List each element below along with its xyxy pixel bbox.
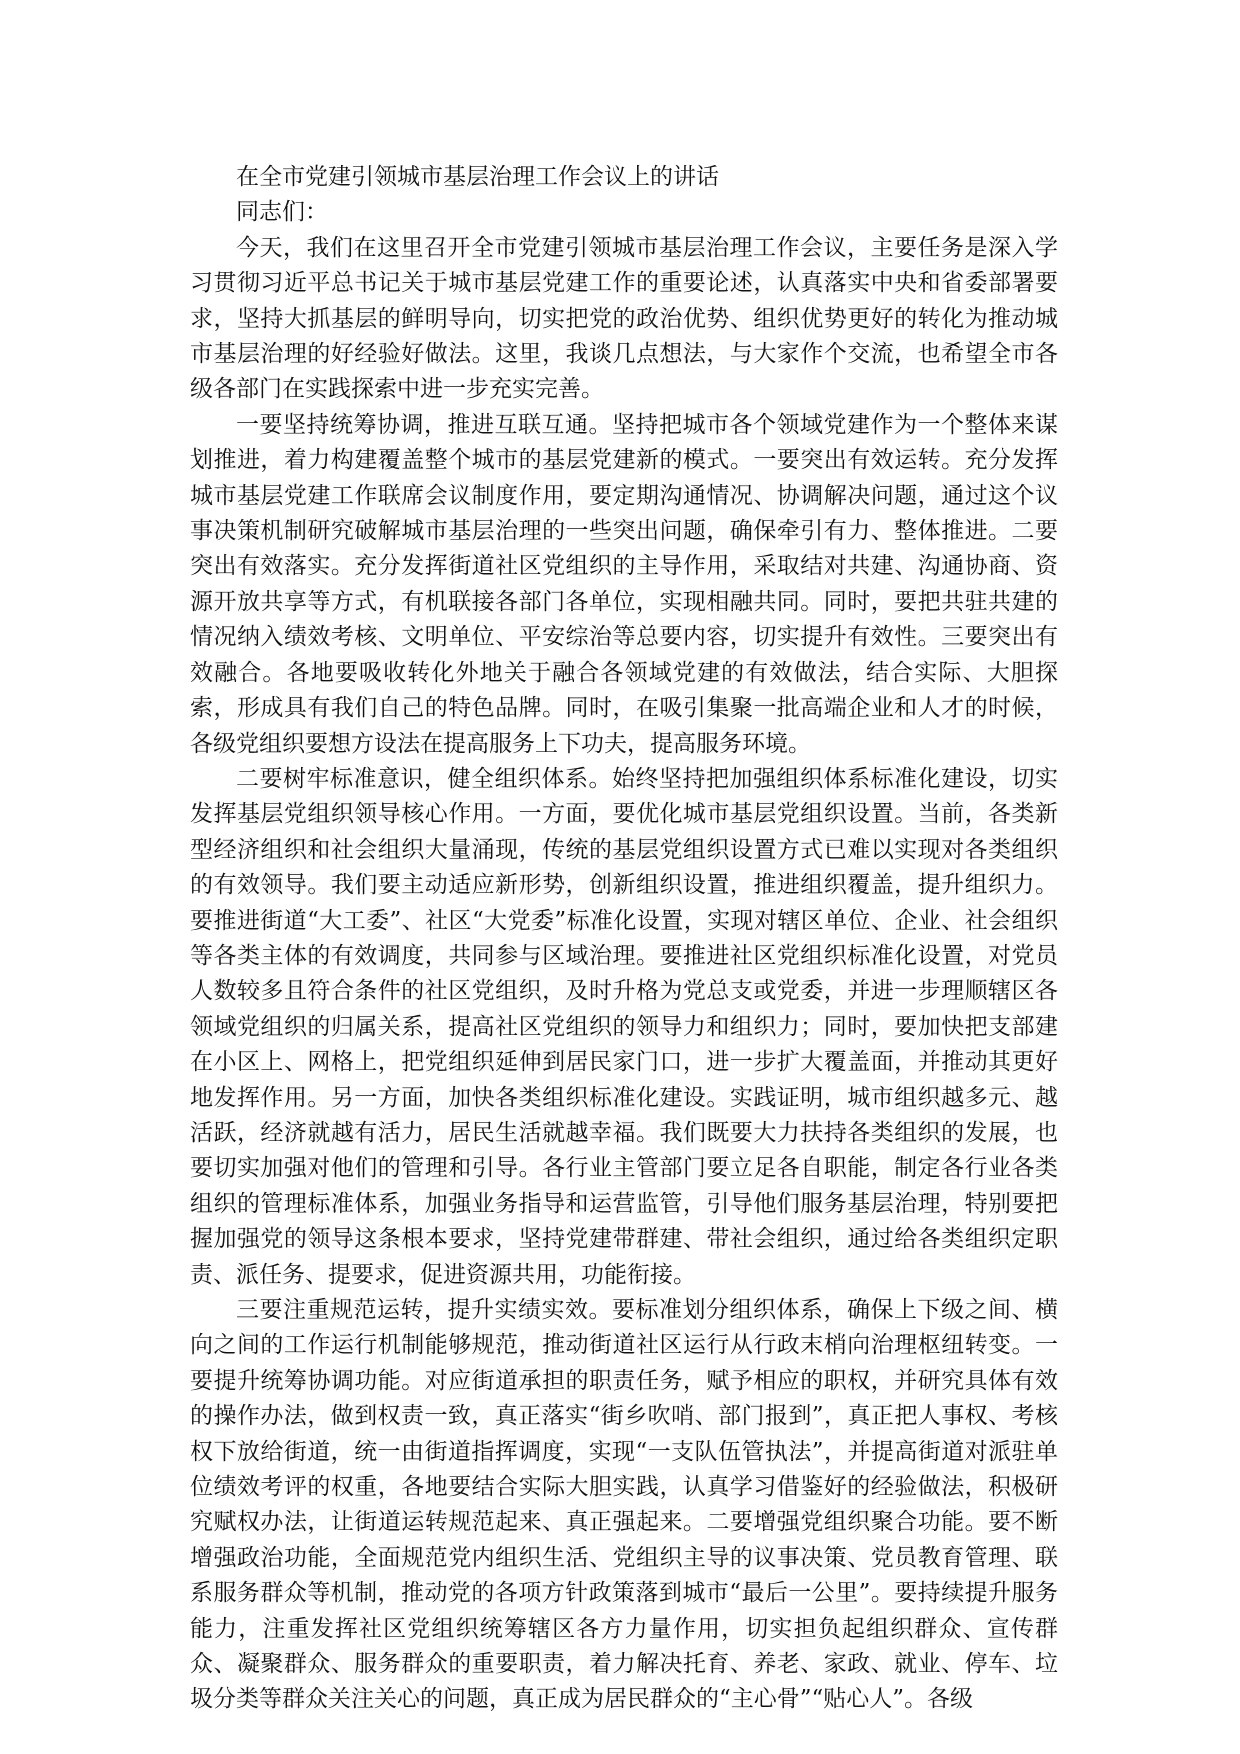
- document-title: 在全市党建引领城市基层治理工作会议上的讲话: [236, 164, 719, 190]
- paragraph-section-3: 三要注重规范运转，提升实绩实效。要标准划分组织体系，确保上下级之间、横向之间的工作运行机制能够规范，推动街道社区运行从行政末梢向治理枢纽转变。一要提升统筹协调功能。对应街道承担的职责任务，赋予相应的职权，并研究具体有效的操作办法，做到权责一致，真正落实“街乡吹哨、部门报到”，真正把人事权、考核权下放给街道，统一由街道指挥调度，实现“一支队伍管执法”，并提高街道对派驻单位绩效考评的权重，各地要结合实际大胆实践，认真学习借鉴好的经验做法，积极研究赋权办法，让街道运转规范起来、真正强起来。二要增强党组织聚合功能。要不断增强政治功能，全面规范党内组织生活、党组织主导的议事决策、党员教育管理、联系服务群众等机制，推动党的各项方针政策落到城市“最后一公里”。要持续提升服务能力，注重发挥社区党组织统筹辖区各方力量作用，切实担负起组织群众、宣传群众、凝聚群众、服务群众的重要职责，着力解决托育、养老、家政、就业、停车、垃圾分类等群众关注关心的问题，真正成为居民群众的“主心骨”“贴心人”。各级: [190, 1297, 1058, 1713]
- document-page: [190, 160, 1058, 1718]
- paragraph-intro: 今天，我们在这里召开全市党建引领城市基层治理工作会议，主要任务是深入学习贯彻习近平总书记关于城市基层党建工作的重要论述，认真落实中央和省委部署要求，坚持大抓基层的鲜明导向，切实把党的政治优势、组织优势更好的转化为推动城市基层治理的好经验好做法。这里，我谈几点想法，与大家作个交流，也希望全市各级各部门在实践探索中进一步充实完善。: [190, 234, 1058, 403]
- salutation: 同志们：: [236, 199, 328, 226]
- paragraph-section-1: 一要坚持统筹协调，推进互联互通。坚持把城市各个领域党建作为一个整体来谋划推进，着力构建覆盖整个城市的基层党建新的模式。一要突出有效运转。充分发挥城市基层党建工作联席会议制度作用，要定期沟通情况、协调解决问题，通过这个议事决策机制研究破解城市基层治理的一些突出问题，确保牵引有力、整体推进。二要突出有效落实。充分发挥街道社区党组织的主导作用，采取结对共建、沟通协商、资源开放共享等方式，有机联接各部门各单位，实现相融共同。同时，要把共驻共建的情况纳入绩效考核、文明单位、平安综治等总要内容，切实提升有效性。三要突出有效融合。各地要吸收转化外地关于融合各领域党建的有效做法，结合实际、大胆探索，形成具有我们自己的特色品牌。同时，在吸引集聚一批高端企业和人才的时候，各级党组织要想方设法在提高服务上下功夫，提高服务环境。: [190, 411, 1058, 757]
- paragraph-section-2: 二要树牢标准意识，健全组织体系。始终坚持把加强组织体系标准化建设，切实发挥基层党组织领导核心作用。一方面，要优化城市基层党组织设置。当前，各类新型经济组织和社会组织大量涌现，传统的基层党组织设置方式已难以实现对各类组织的有效领导。我们要主动适应新形势，创新组织设置，推进组织覆盖，提升组织力。要推进街道“大工委”、社区“大党委”标准化设置，实现对辖区单位、企业、社会组织等各类主体的有效调度，共同参与区域治理。要推进社区党组织标准化设置，对党员人数较多且符合条件的社区党组织，及时升格为党总支或党委，并进一步理顺辖区各领域党组织的归属关系，提高社区党组织的领导力和组织力；同时，要加快把支部建在小区上、网格上，把党组织延伸到居民家门口，进一步扩大覆盖面，并推动其更好地发挥作用。另一方面，加快各类组织标准化建设。实践证明，城市组织越多元、越活跃，经济就越有活力，居民生活就越幸福。我们既要大力扶持各类组织的发展，也要切实加强对他们的管理和引导。各行业主管部门要立足各自职能，制定各行业各类组织的管理标准体系，加强业务指导和运营监管，引导他们服务基层治理，特别要把握加强党的领导这条根本要求，坚持党建带群建、带社会组织，通过给各类组织定职责、派任务、提要求，促进资源共用，功能衔接。: [190, 765, 1058, 1288]
